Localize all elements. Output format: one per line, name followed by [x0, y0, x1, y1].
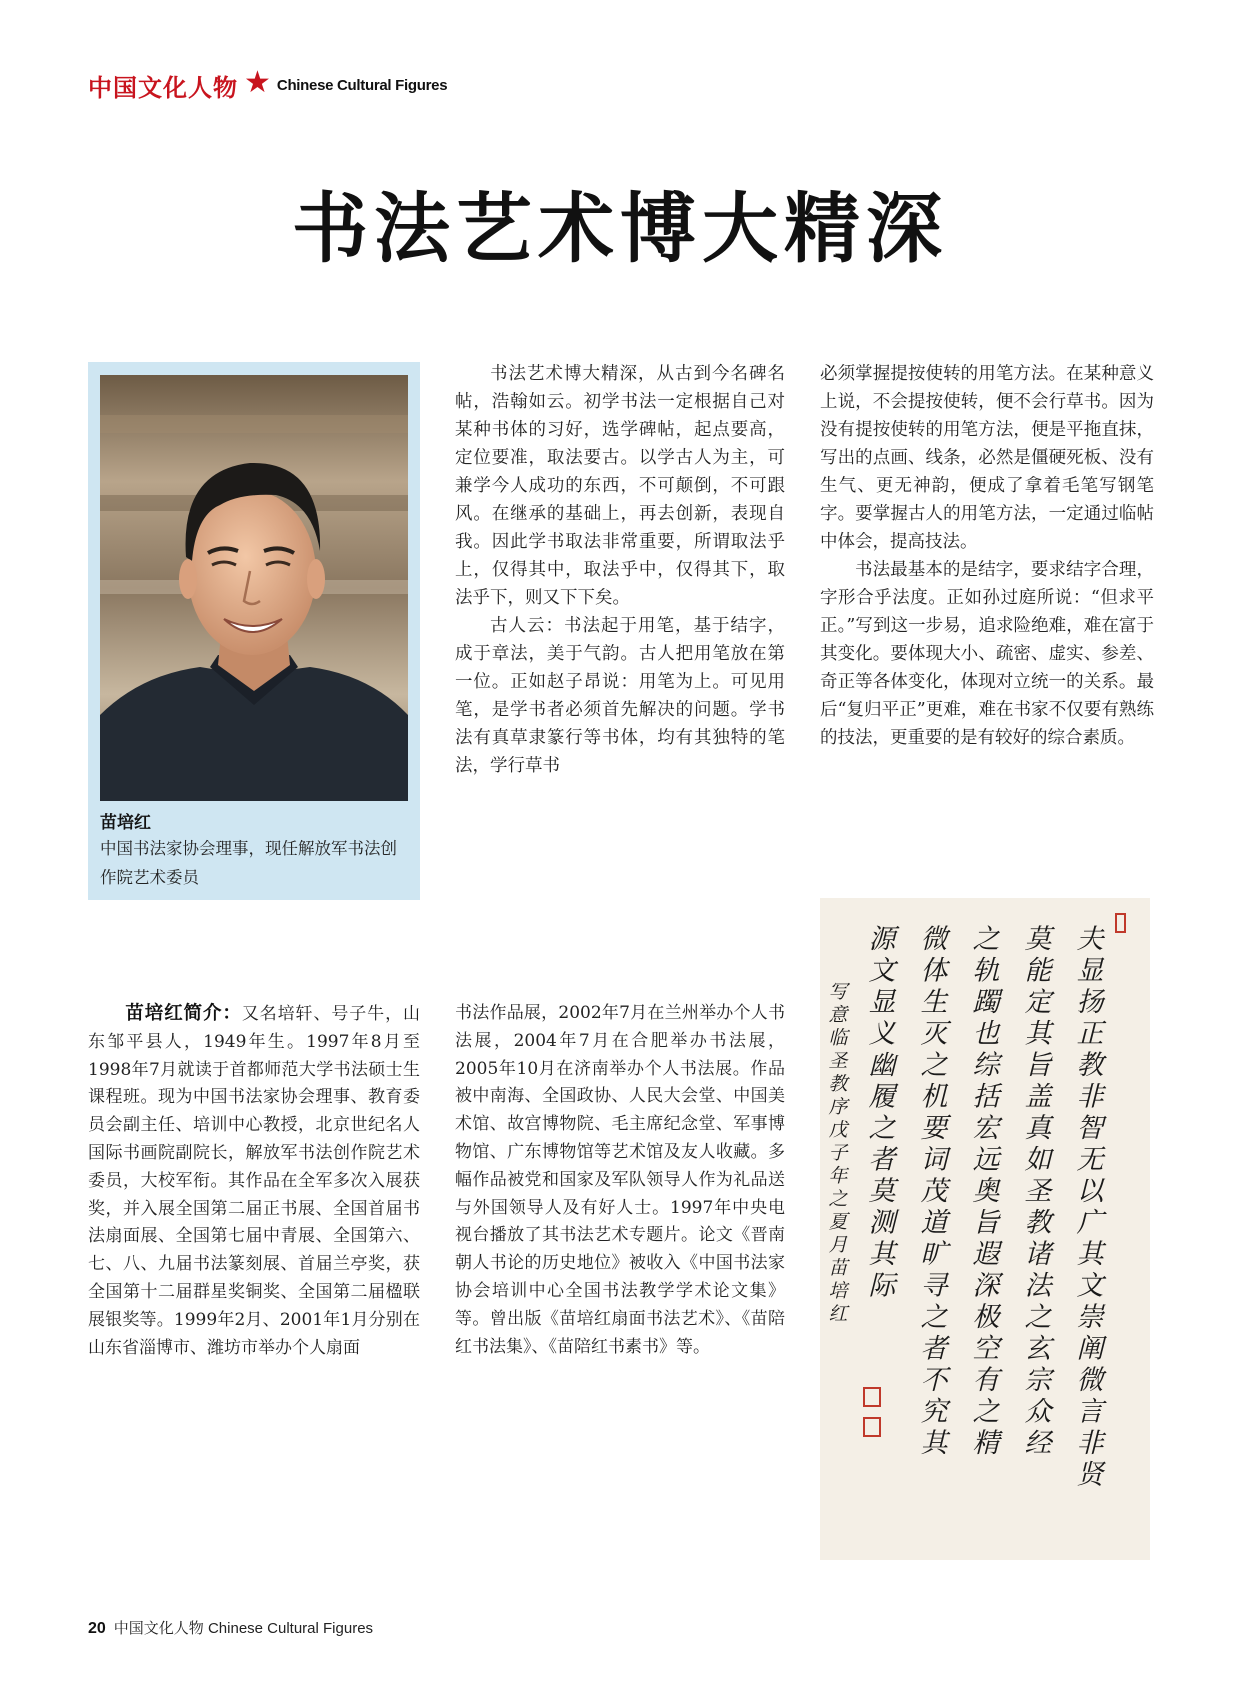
calligraphy-char: 写: [828, 981, 848, 1003]
red-star-icon: ★: [244, 65, 271, 100]
calligraphy-char: 茂: [920, 1176, 948, 1207]
calligraphy-char: 如: [1024, 1144, 1052, 1176]
calligraphy-char: 空: [972, 1333, 1000, 1365]
calligraphy-char: 夏: [828, 1211, 848, 1233]
calligraphy-char: 圣: [828, 1050, 848, 1072]
calligraphy-char: 其: [1024, 1018, 1052, 1050]
calligraphy-char: 精: [972, 1428, 1000, 1459]
calligraphy-char: 显: [868, 987, 896, 1018]
calligraphy-char: 际: [868, 1270, 896, 1302]
portrait-photo: [100, 375, 408, 801]
calligraphy-char: 其: [920, 1428, 948, 1459]
calligraphy-char: 之: [920, 1302, 948, 1333]
calligraphy-column: [973, 924, 1005, 1459]
calligraphy-char: 道: [920, 1207, 948, 1239]
calligraphy-char: 教: [1076, 1050, 1104, 1081]
calligraphy-artwork: [820, 898, 1150, 1560]
calligraphy-char: 寻: [920, 1270, 948, 1302]
calligraphy-char: 其: [1076, 1239, 1104, 1270]
calligraphy-char: 遐: [972, 1239, 1000, 1270]
calligraphy-char: 灭: [920, 1018, 948, 1050]
calligraphy-char: 之: [828, 1188, 848, 1210]
article-paragraph: 书法最基本的是结字，要求结字合理，字形合乎法度。正如孙过庭所说：“但求平正。”写到这一步易，追求险绝难，难在富于其变化。要体现大小、疏密、虚实、参差、奇正等各体变化，体现对立统一的关系。最后“复归平正”更难，难在书家不仅要有熟练的技法，更重要的是有较好的综合素质。: [820, 560, 1154, 748]
bio-text-part1: 又名培轩、号子牛，山东邹平县人，1949年生。1997年8月至1998年7月就读于首都师范大学书法硕士生课程班。现为中国书法家协会理事、教育委员会副主任、培训中心教授，北京世纪名人国际书画院副院长，解放军书法创作院艺术委员，大校军衔。其作品在全军多次入展获奖，并入展全国第二届正书展、全国首届书法扇面展、全国第七届中青展、全国第六、七、八、九届书法篆刻展、首届兰亭奖，获全国第十二届群星奖铜奖、全国第二届楹联展银奖等。1999年2月、2001年1月分别在山东省淄博市、潍坊市举办个人扇面: [88, 1004, 420, 1358]
calligraphy-char: 扬: [1076, 987, 1104, 1018]
calligraphy-char: 圣: [1024, 1176, 1052, 1207]
calligraphy-char: 者: [920, 1333, 948, 1365]
calligraphy-char: 不: [920, 1365, 948, 1396]
calligraphy-char: 生: [920, 987, 948, 1018]
calligraphy-char: 之: [972, 924, 1000, 955]
bio-column-2: [455, 1000, 785, 1361]
footer-text: 中国文化人物 Chinese Cultural Figures: [113, 1620, 374, 1637]
calligraphy-char: 莫: [868, 1176, 896, 1207]
calligraphy-char: 崇: [1076, 1302, 1104, 1333]
calligraphy-char: 教: [828, 1073, 848, 1095]
calligraphy-char: 之: [920, 1050, 948, 1081]
calligraphy-char: 机: [920, 1081, 948, 1113]
calligraphy-char: 词: [920, 1144, 948, 1176]
calligraphy-char: 微: [920, 924, 948, 955]
calligraphy-char: 旨: [1024, 1050, 1052, 1081]
calligraphy-char: 体: [920, 955, 948, 987]
calligraphy-char: 玄: [1024, 1333, 1052, 1365]
portrait-card: [88, 362, 420, 900]
calligraphy-char: 月: [828, 1234, 848, 1256]
calligraphy-char: 诸: [1024, 1239, 1052, 1270]
calligraphy-char: 综: [972, 1050, 1000, 1081]
calligraphy-signature: [828, 981, 850, 1325]
calligraphy-column: [1025, 924, 1056, 1459]
calligraphy-char: 奥: [972, 1176, 1000, 1207]
calligraphy-char: 智: [1076, 1113, 1104, 1144]
calligraphy-char: 履: [868, 1081, 896, 1113]
article-column-1: [455, 360, 785, 780]
calligraphy-char: 文: [868, 955, 896, 987]
portrait-illustration: [100, 375, 408, 801]
calligraphy-char: 远: [972, 1144, 1000, 1176]
calligraphy-char: 无: [1076, 1144, 1104, 1176]
calligraphy-char: 苗: [828, 1257, 848, 1279]
calligraphy-char: 测: [868, 1207, 896, 1239]
calligraphy-char: 法: [1024, 1270, 1052, 1302]
calligraphy-char: 正: [1076, 1018, 1104, 1050]
calligraphy-char: 红: [828, 1303, 848, 1325]
article-paragraph: 必须掌握提按使转的用笔方法。在某种意义上说，不会提按使转，便不会行草书。因为没有提按使转的用笔方法，便是平拖直抹，写出的点画、线条，必然是僵硬死板、没有生气、更无神韵，便成了拿着毛笔写钢笔字。要掌握古人的用笔方法，一定通过临帖中体会，提高技法。: [820, 364, 1154, 552]
calligraphy-char: 教: [1024, 1207, 1052, 1239]
calligraphy-char: 括: [972, 1081, 1000, 1113]
calligraphy-char: 非: [1076, 1081, 1104, 1113]
calligraphy-char: 要: [920, 1113, 948, 1144]
bio-paragraph: [88, 1000, 420, 1362]
calligraphy-char: 究: [920, 1396, 948, 1428]
calligraphy-column: [869, 924, 901, 1302]
calligraphy-char: 莫: [1024, 924, 1052, 955]
calligraphy-char: 显: [1076, 955, 1104, 987]
seal-stamp-icon: [864, 1388, 880, 1406]
calligraphy-char: 阐: [1076, 1333, 1104, 1365]
calligraphy-char: 文: [1076, 1270, 1104, 1302]
calligraphy-char: 之: [972, 1396, 1000, 1428]
article-paragraph: 古人云：书法起于用笔，基于结字，成于章法，美于气韵。古人把用笔放在第一位。正如赵子昂说：用笔为上。可见用笔，是学书者必须首先解决的问题。学书法有真草隶篆行等书体，均有其独特的笔法，学行草书: [455, 616, 785, 776]
calligraphy-char: 盖: [1024, 1081, 1052, 1113]
calligraphy-char: 戊: [828, 1119, 848, 1141]
magazine-brand-cn: 中国文化人物: [88, 72, 238, 102]
calligraphy-char: 幽: [868, 1050, 896, 1081]
calligraphy-char: 躅: [972, 987, 1000, 1018]
calligraphy-char: 经: [1024, 1428, 1052, 1459]
magazine-brand-en: Chinese Cultural Figures: [276, 76, 448, 94]
calligraphy-char: 之: [1024, 1302, 1052, 1333]
calligraphy-column: [1077, 924, 1108, 1491]
seal-stamp-icon: [864, 1418, 880, 1436]
seal-stamp-icon: [1116, 914, 1125, 932]
calligraphy-char: 意: [828, 1004, 848, 1026]
portrait-name: 苗培红: [100, 813, 151, 833]
calligraphy-char: 深: [972, 1270, 1000, 1302]
calligraphy-char: 旨: [972, 1207, 1000, 1239]
calligraphy-char: 年: [828, 1165, 848, 1187]
calligraphy-char: 之: [868, 1113, 896, 1144]
calligraphy-char: 义: [868, 1018, 896, 1050]
bio-label: 苗培红简介：: [125, 1003, 242, 1024]
bio-column-1: [88, 1000, 420, 1362]
calligraphy-char: 轨: [972, 955, 1000, 987]
calligraphy-column: [921, 924, 952, 1459]
calligraphy-char: 微: [1076, 1365, 1104, 1396]
calligraphy-char: 以: [1076, 1176, 1104, 1207]
calligraphy-char: 其: [868, 1239, 896, 1270]
calligraphy-char: 非: [1076, 1428, 1104, 1459]
calligraphy-char: 有: [972, 1365, 1000, 1396]
article-column-2: [820, 360, 1154, 752]
page-number: 20: [88, 1620, 106, 1637]
calligraphy-char: 众: [1024, 1396, 1052, 1428]
calligraphy-scroll: [820, 898, 1150, 1560]
calligraphy-char: 极: [972, 1302, 1000, 1333]
calligraphy-char: 源: [868, 924, 896, 955]
calligraphy-char: 临: [828, 1027, 848, 1049]
calligraphy-char: 宗: [1024, 1365, 1052, 1396]
calligraphy-char: 定: [1024, 987, 1052, 1018]
article-paragraph: 书法艺术博大精深，从古到今名碑名帖，浩翰如云。初学书法一定根据自己对某种书体的习好，选学碑帖，起点要高，定位要准，取法要古。以学古人为主，可兼学今人成功的东西，不可颠倒，不可跟风。在继承的基础上，再去创新，表现自我。因此学书取法非常重要，所谓取法乎上，仅得其中，取法乎中，仅得其下，取法乎下，则又下下矣。: [455, 364, 785, 608]
bio-text-part2: 书法作品展，2002年7月在兰州举办个人书法展，2004年7月在合肥举办书法展，2005年10月在济南举办个人书法展。作品被中南海、全国政协、人民大会堂、中国美术馆、故宫博物院、毛主席纪念堂、军事博物馆、广东博物馆等艺术馆及友人收藏。多幅作品被党和国家及军队领导人作为礼品送与外国领导人及有好人士。1997年中央电视台播放了其书法艺术专题片。论文《晋南朝人书论的历史地位》被收入《中国书法家协会培训中心全国书法教学学术论文集》等。曾出版《苗培红扇面书法艺术》、《苗陪红书法集》、《苗陪红书素书》等。: [455, 1003, 785, 1357]
calligraphy-char: 真: [1024, 1113, 1052, 1144]
calligraphy-char: 能: [1024, 955, 1052, 987]
calligraphy-char: 培: [828, 1280, 848, 1302]
calligraphy-char: 子: [828, 1142, 848, 1164]
page-footer: [88, 1617, 373, 1638]
calligraphy-char: 宏: [972, 1113, 1000, 1144]
calligraphy-char: 者: [868, 1144, 896, 1176]
calligraphy-char: 也: [972, 1018, 1000, 1050]
calligraphy-char: 贤: [1076, 1459, 1104, 1491]
calligraphy-char: 言: [1076, 1396, 1104, 1428]
portrait-caption: 中国书法家协会理事，现任解放军书法创作院艺术委员: [100, 839, 397, 887]
article-title: 书法艺术博大精深: [292, 184, 948, 273]
calligraphy-char: 夫: [1076, 924, 1104, 955]
calligraphy-char: 旷: [920, 1239, 948, 1270]
magazine-header: [88, 65, 448, 102]
calligraphy-char: 序: [828, 1096, 848, 1118]
calligraphy-char: 广: [1076, 1207, 1104, 1239]
